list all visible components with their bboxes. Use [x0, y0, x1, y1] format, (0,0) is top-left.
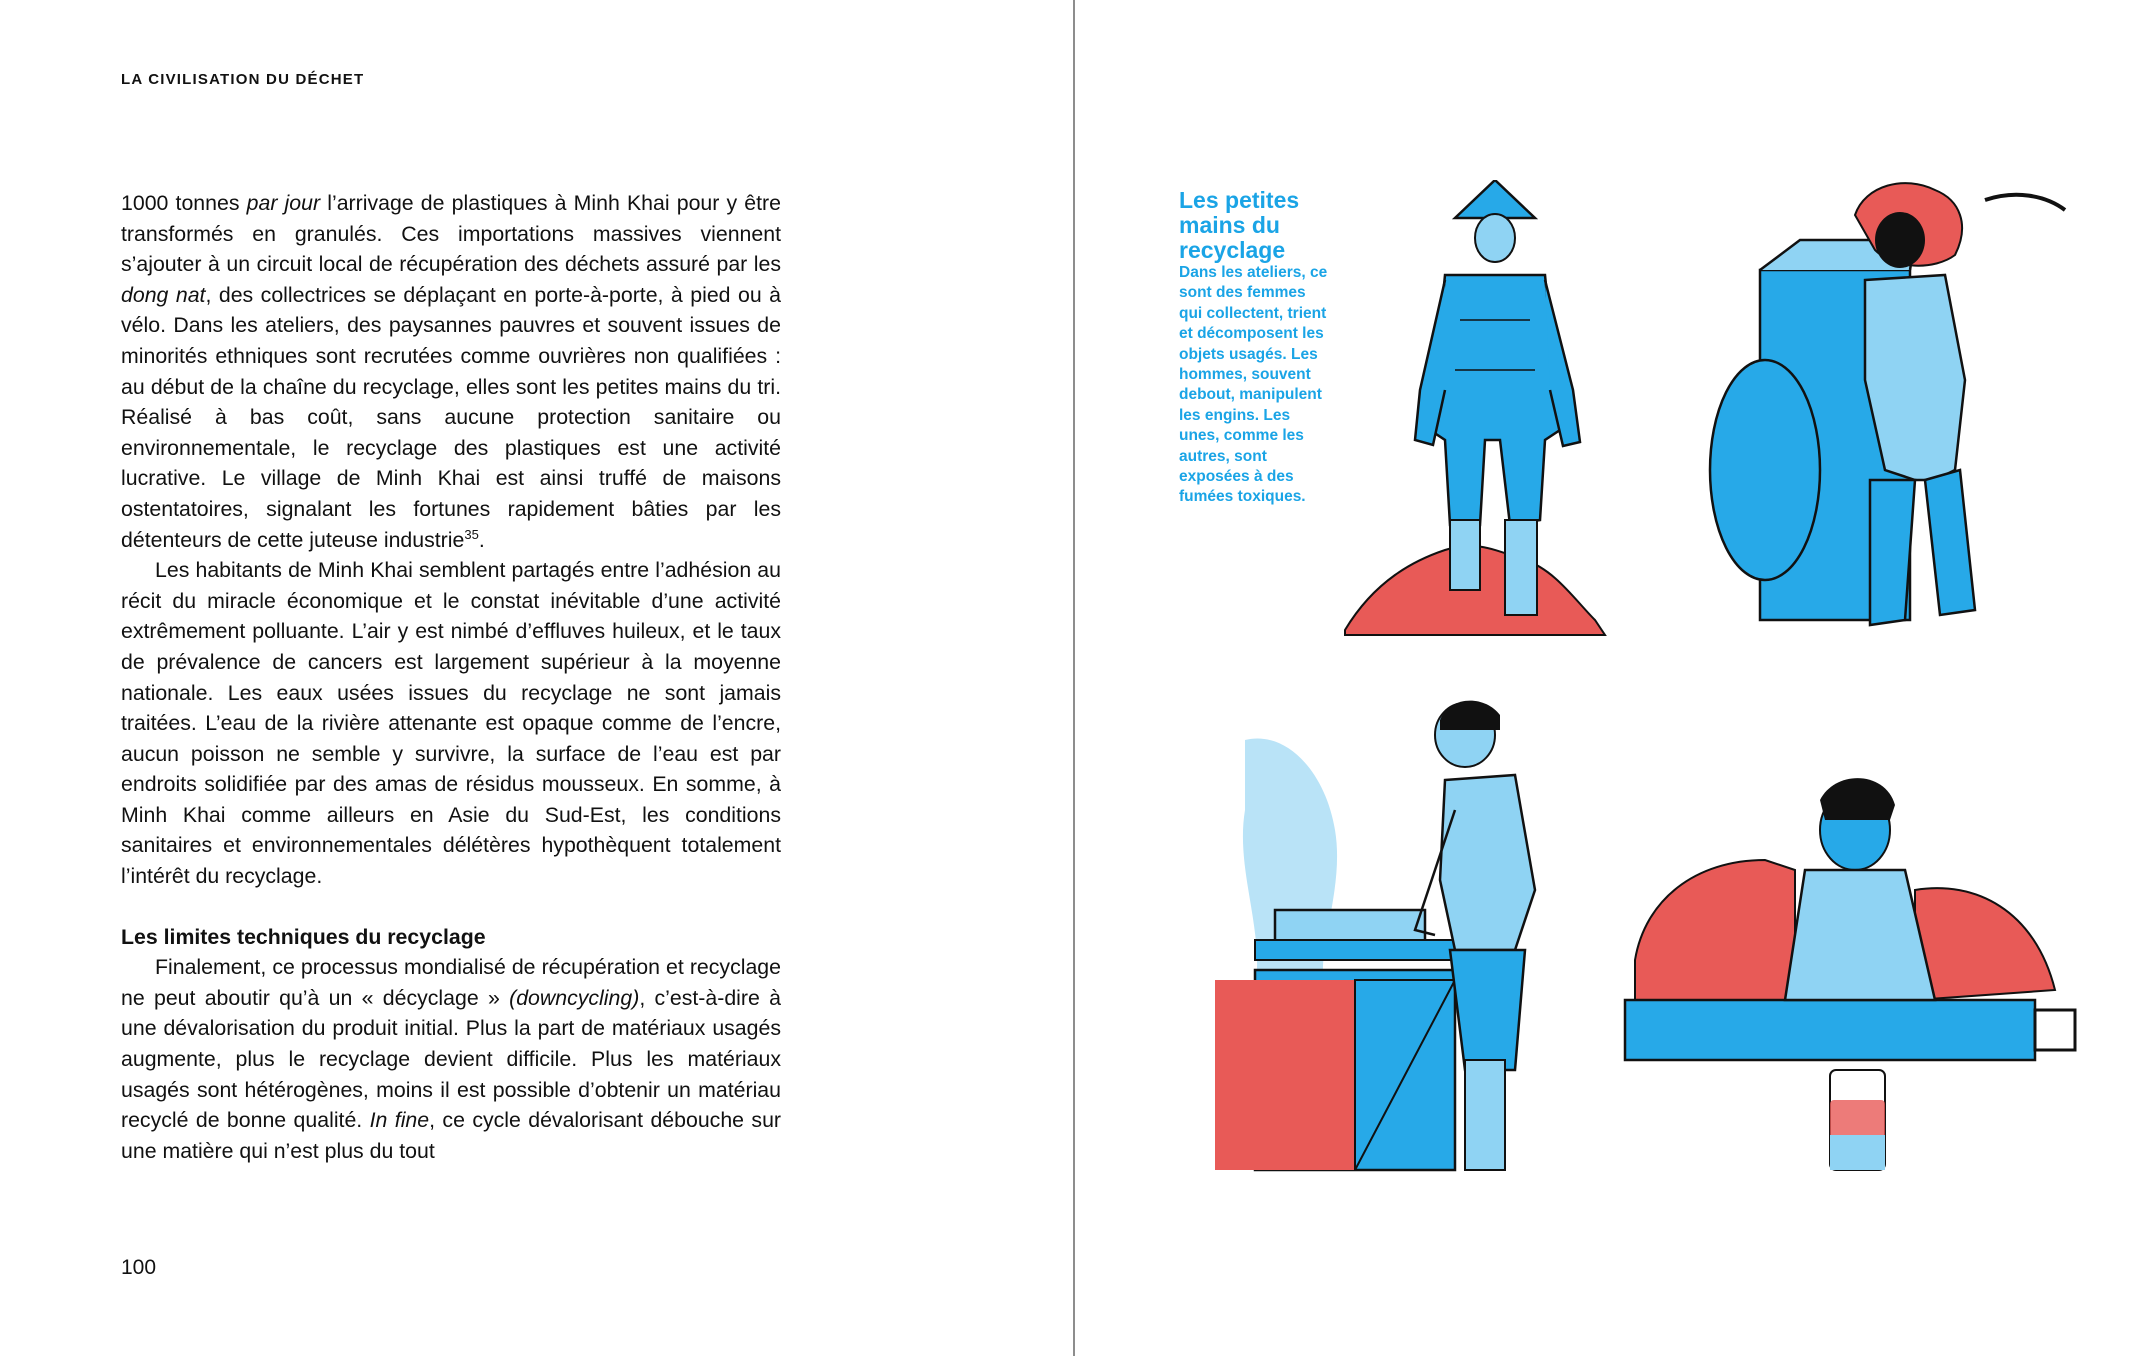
caption-text: Dans les ateliers, ce sont des femmes qui collectent, trient et décomposent les objets usagés. Les hommes, souvent debout, manipulent les engins. Les unes, comme les autres, sont exposées à des fumées toxiques.: [1179, 264, 1328, 506]
text-run: l’arrivage de plastiques à Minh Khai pour y être transformés en granulés. Ces importations massives viennent s’ajouter à un circuit local de récupération des déchets assuré par les: [121, 191, 781, 277]
illustration-caption: [1179, 188, 1349, 508]
text-run: .: [478, 527, 485, 552]
text-run: 1000 tonnes: [121, 191, 247, 215]
page-number: 100: [121, 1256, 157, 1279]
paragraph-2: Les habitants de Minh Khai semblent partagés entre l’adhésion au récit du miracle économique et le constat inévitable d’une activité extrêmement polluante. L’air y est nimbé d’effluves huileux, et le taux de prévalence de cancers est largement supérieur à la moyenne nationale. Les eaux usées issues du recyclage ne sont jamais traitées. L’eau de la rivière attenante est opaque comme de l’encre, aucun poisson ne semble y survivre, la surface de l’eau est par endroits solidifiée par des amas de résidus mousseux. En somme, à Minh Khai comme ailleurs en Asie du Sud-Est, les conditions sanitaires et environnementales délétères hypothèquent totalement l’intérêt du recyclage.: [121, 558, 781, 889]
text-run: , des collectrices se déplaçant en porte-à-porte, à pied ou à vélo. Dans les ateliers, des paysannes pauvres et souvent issues de minorités ethniques sont recrutées comme ouvrières non qualifiées : au début de la chaîne du recyclage, elles sont les petites mains du tri. Réalisé à bas coût, sans aucune protection sanitaire ou environnementale, le recyclage des plastiques est une activité lucrative. Le village de Minh Khai est ainsi truffé de maisons ostentatoires, signalant les fortunes rapidement bâties par les détenteurs de cette juteuse industrie: [121, 282, 781, 552]
illustration-woman-collector: [1335, 180, 1635, 640]
text-run: par jour: [246, 191, 321, 215]
text-run: 35: [464, 526, 479, 542]
text-run: In fine: [369, 1108, 430, 1133]
body-text: [121, 188, 781, 1166]
paragraph-1: [121, 188, 781, 555]
running-head: LA CIVILISATION DU DÉCHET: [121, 71, 365, 88]
text-run: , ce cycle dévalorisant débouche sur une matière qui n’est plus du tout: [121, 1108, 782, 1163]
section-heading: Les limites techniques du recyclage: [121, 924, 486, 949]
text-run: (downcycling): [509, 985, 640, 1010]
illustration-woman-machine: [1615, 180, 2125, 650]
illustration-woman-sorting: [1615, 760, 2095, 1180]
illustration-man-press: [1215, 690, 1645, 1190]
text-run: , c’est-à-dire à une dévalorisation du produit initial. Plus la part de matériaux usagés augmente, plus le recyclage devient difficile. Plus les matériaux usagés sont hétérogènes, moins il est possible d’obtenir un matériau recyclé de bonne qualité.: [121, 985, 781, 1133]
text-run: dong nat: [121, 282, 206, 307]
text-run: Finalement, ce processus mondialisé de récupération et recyclage ne peut aboutir qu’à un « décyclage »: [121, 955, 781, 1010]
caption-title: Les petites mains du recyclage: [1179, 187, 1300, 263]
paragraph-3: [121, 952, 781, 1166]
right-page: [1075, 0, 2136, 1356]
